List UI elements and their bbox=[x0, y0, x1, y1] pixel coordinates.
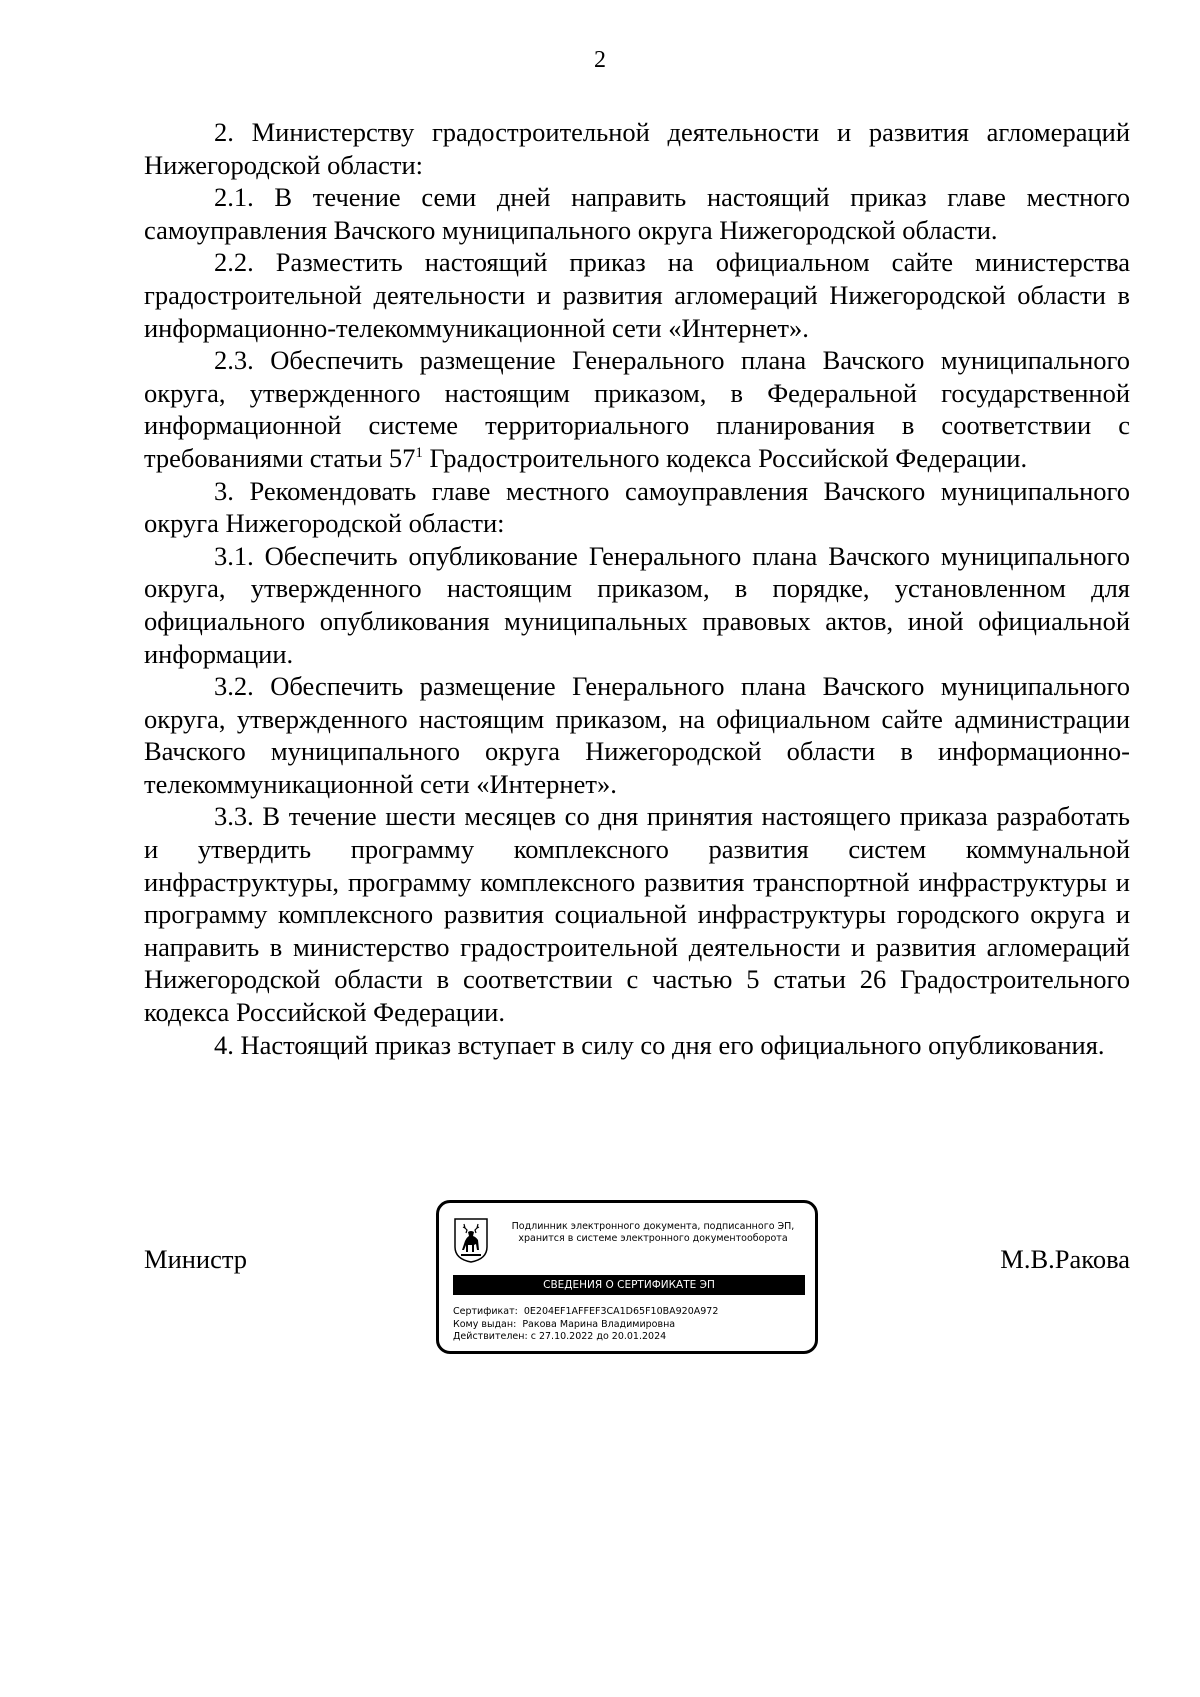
paragraph-2: 2. Министерству градостроительной деятельности и развития агломераций Нижегородской области: bbox=[144, 117, 1130, 180]
validity-label: Действителен: bbox=[453, 1331, 528, 1342]
page-number: 2 bbox=[594, 47, 606, 73]
validity-value: с 27.10.2022 до 20.01.2024 bbox=[530, 1331, 667, 1342]
issued-to-value: Ракова Марина Владимировна bbox=[522, 1318, 676, 1330]
certificate-label: Сертификат: bbox=[453, 1306, 518, 1317]
stamp-notice-line-1: Подлинник электронного документа, подписанного ЭП, bbox=[511, 1221, 795, 1232]
stamp-notice bbox=[495, 1221, 811, 1245]
document-body bbox=[144, 116, 1130, 1061]
paragraph-2-3-text: 2.3. Обеспечить размещение Генерального плана Вачского муниципального округа, утвержденного настоящим приказом, в Федеральной государственной информационной системе территориального планирования в соответствии с требованиями статьи 57 bbox=[144, 345, 1130, 473]
paragraph-2-3 bbox=[144, 344, 1130, 474]
issued-to-label: Кому выдан: bbox=[453, 1318, 517, 1330]
certificate-row bbox=[453, 1306, 805, 1319]
stamp-header: СВЕДЕНИЯ О СЕРТИФИКАТЕ ЭП bbox=[453, 1275, 805, 1295]
coat-of-arms-deer-icon bbox=[453, 1217, 489, 1263]
paragraph-3-2: 3.2. Обеспечить размещение Генерального плана Вачского муниципального округа, утвержденного настоящим приказом, на официальном сайте администрации Вачского муниципального округа Нижегородской области в информационно-телекоммуникационной сети «Интернет». bbox=[144, 671, 1130, 799]
paragraph-3-3: 3.3. В течение шести месяцев со дня принятия настоящего приказа разработать и утвердить программу комплексного развития систем коммунальной инфраструктуры, программу комплексного развития транспортной инфраструктуры и программу комплексного развития социальной инфраструктуры городского округа и направить в министерство градостроительной деятельности и развития агломераций Нижегородской области в соответствии с частью 5 статьи 26 Градостроительного кодекса Российской Федерации. bbox=[144, 801, 1130, 1028]
e-signature-stamp bbox=[436, 1200, 818, 1354]
paragraph-4: 4. Настоящий приказ вступает в силу со дня его официального опубликования. bbox=[214, 1029, 1105, 1060]
stamp-notice-line-2: хранится в системе электронного документооборота bbox=[518, 1233, 788, 1244]
article-superscript: 1 bbox=[415, 445, 423, 462]
paragraph-2-2: 2.2. Разместить настоящий приказ на официальном сайте министерства градостроительной деятельности и развития агломераций Нижегородской области в информационно-телекоммуникационной сети «Интернет». bbox=[144, 247, 1130, 343]
validity-row bbox=[453, 1331, 805, 1344]
signatory-name: М.В.Ракова bbox=[1000, 1244, 1130, 1274]
certificate-details bbox=[453, 1306, 805, 1344]
paragraph-3-1: 3.1. Обеспечить опубликование Генерального плана Вачского муниципального округа, утвержденного настоящим приказом, в порядке, установленном для официального опубликования муниципальных правовых актов, иной официальной информации. bbox=[144, 540, 1130, 669]
paragraph-2-3-text-end: Градостроительного кодекса Российской Федерации. bbox=[422, 442, 1028, 473]
signatory-position: Министр bbox=[144, 1244, 248, 1274]
issued-to-row bbox=[453, 1319, 805, 1332]
certificate-value: 0E204EF1AFFEF3CA1D65F10BA920A972 bbox=[523, 1306, 719, 1317]
paragraph-3: 3. Рекомендовать главе местного самоуправления Вачского муниципального округа Нижегородской области: bbox=[144, 475, 1130, 539]
paragraph-2-1: 2.1. В течение семи дней направить настоящий приказ главе местного самоуправления Вачского муниципального округа Нижегородской области. bbox=[144, 182, 1130, 245]
